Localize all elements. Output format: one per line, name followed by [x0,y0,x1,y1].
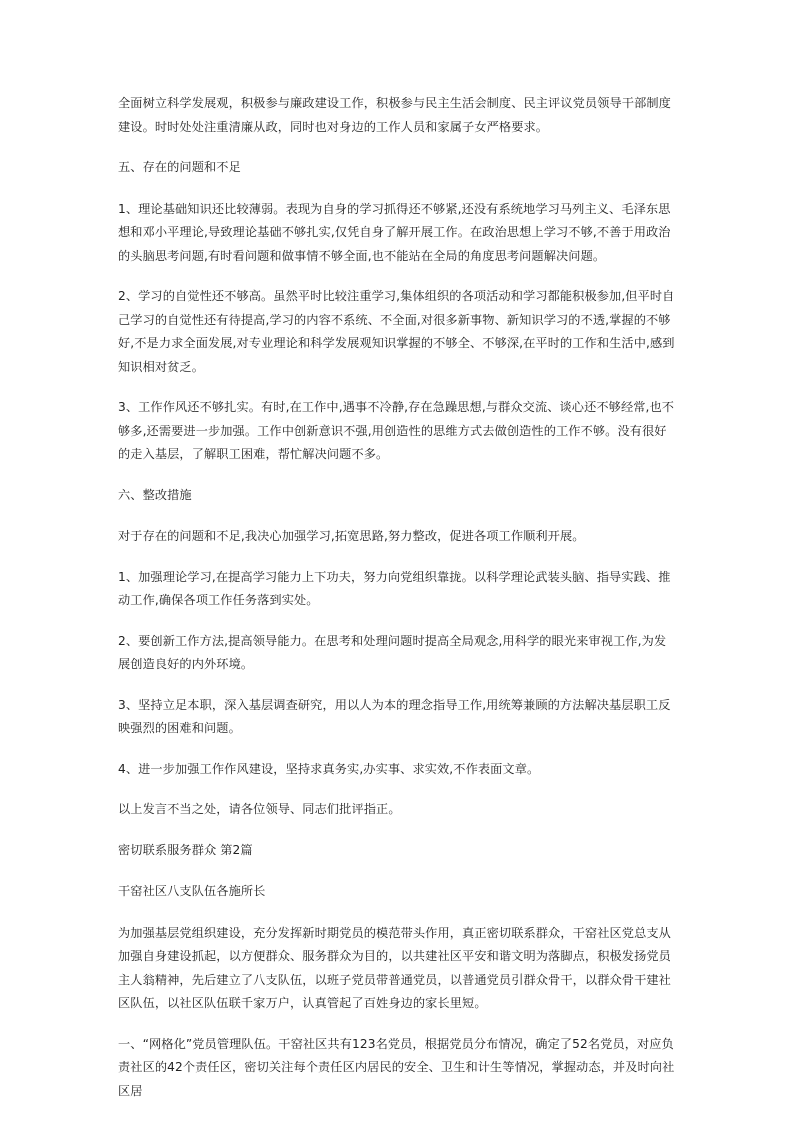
paragraph-closing: 以上发言不当之处，请各位领导、同志们批评指正。 [118,802,401,816]
article-title: 密切联系服务群众 第2篇 [118,842,253,857]
paragraph-measures-intro: 对于存在的问题和不足,我决心加强学习,拓宽思路,努力整改，促进各项工作顺利开展。 [118,529,585,543]
paragraph-measure-3: 3、坚持立足本职，深入基层调查研究，用以人为本的理念指导工作,用统筹兼顾的方法解决基层职工反映强烈的困难和问题。 [118,697,671,735]
paragraph-intro: 全面树立科学发展观，积极参与廉政建设工作，积极参与民主生活会制度、民主评议党员领导干部制度建设。时时处处注重清廉从政，同时也对身边的工作人员和家属子女严格要求。 [118,96,671,134]
paragraph-problem-2: 2、学习的自觉性还不够高。虽然平时比较注重学习,集体组织的各项活动和学习都能积极参加,但平时自己学习的自觉性还有待提高,学习的内容不系统、不全面,对很多新事物、新知识学习的不透,掌握的不够好,不是力求全面发展,对专业理论和科学发展观知识掌握的不够全、不够深,在平时的工作和生活中,感到知识相对贫乏。 [118,289,675,374]
paragraph-article-intro: 为加强基层党组织建设，充分发挥新时期党员的模范带头作用，真正密切联系群众，干窑社区党总支从加强自身建设抓起，以方便群众、服务群众为目的，以共建社区平安和谐文明为落脚点，积极发扬党员主人翁精神，先后建立了八支队伍，以班子党员带普通党员，以普通党员引群众骨干，以群众骨干建社区队伍，以社区队伍联千家万户，认真管起了百姓身边的家长里短。 [118,925,671,1010]
section-heading-problems: 五、存在的问题和不足 [118,160,241,174]
paragraph-article-item-1: 一、“网格化”党员管理队伍。干窑社区共有123名党员，根据党员分布情况，确定了52名党员，对应负责社区的42个责任区，密切关注每个责任区内居民的安全、卫生和计生等情况，掌握动态，并及时向社区居 [118,1036,675,1098]
paragraph-measure-1: 1、加强理论学习,在提高学习能力上下功夫，努力向党组织靠拢。以科学理论武装头脑、指导实践、推动工作,确保各项工作任务落到实处。 [118,569,671,607]
paragraph-measure-4: 4、进一步加强工作作风建设，坚持求真务实,办实事、求实效,不作表面文章。 [118,761,540,776]
article-subtitle: 干窑社区八支队伍各施所长 [118,884,266,898]
paragraph-measure-2: 2、要创新工作方法,提高领导能力。在思考和处理问题时提高全局观念,用科学的眼光来审视工作,为发展创造良好的内外环境。 [118,633,667,671]
section-heading-measures: 六、整改措施 [118,487,192,502]
paragraph-problem-3: 3、工作作风还不够扎实。有时,在工作中,遇事不冷静,存在急躁思想,与群众交流、谈心还不够经常,也不够多,还需要进一步加强。工作中创新意识不强,用创造性的思维方式去做创造性的工作不够。没有很好的走入基层，了解职工困难，帮忙解决问题不多。 [118,400,675,461]
paragraph-problem-1: 1、理论基础知识还比较薄弱。表现为自身的学习抓得还不够紧,还没有系统地学习马列主义、毛泽东思想和邓小平理论,导致理论基础不够扎实,仅凭自身了解开展工作。在政治思想上学习不够,不善于用政治的头脑思考问题,有时看问题和做事情不够全面,也不能站在全局的角度思考问题解决问题。 [118,201,671,263]
document-page [118,92,676,1120]
